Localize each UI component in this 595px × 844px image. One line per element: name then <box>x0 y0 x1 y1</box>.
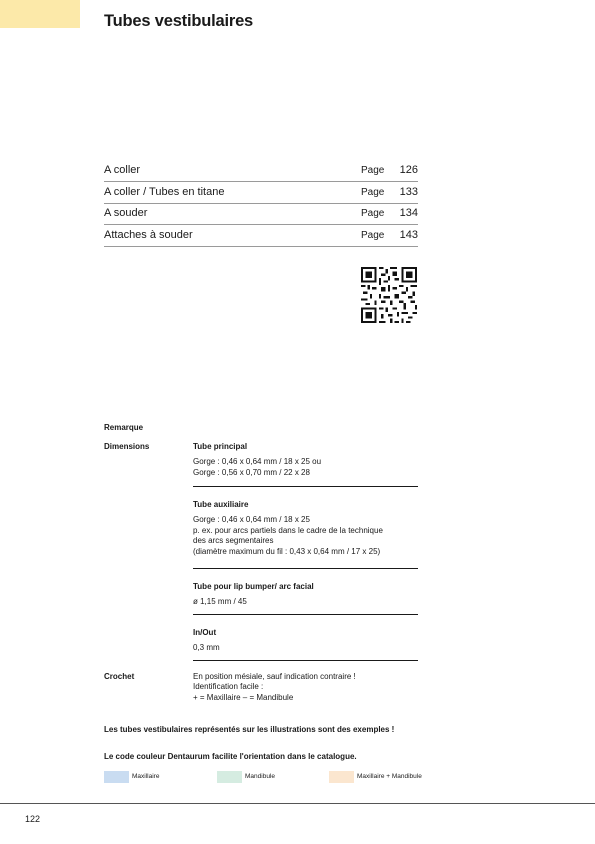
toc-label: A coller / Tubes en titane <box>104 185 225 198</box>
tube-principal-title: Tube principal <box>193 442 248 451</box>
in-out-title: In/Out <box>193 628 217 637</box>
color-code-note: Le code couleur Dentaurum facilite l'orientation dans le catalogue. <box>104 752 357 761</box>
toc-row[interactable] <box>104 204 418 225</box>
divider <box>193 568 418 569</box>
footer-rule <box>0 803 595 804</box>
toc-row[interactable] <box>104 183 418 204</box>
spec-line: Gorge : 0,46 x 0,64 mm / 18 x 25 ou <box>193 457 322 467</box>
tube-auxiliaire-title: Tube auxiliaire <box>193 500 249 509</box>
crochet-label: Crochet <box>104 672 135 681</box>
spec-line: Gorge : 0,46 x 0,64 mm / 18 x 25 <box>193 515 310 525</box>
spec-line: 0,3 mm <box>193 643 220 653</box>
legend-swatch <box>104 771 129 783</box>
toc-page-number: 126 <box>399 164 418 176</box>
divider <box>193 660 418 661</box>
toc-label: A coller <box>104 164 141 176</box>
toc-page-word: Page <box>361 165 385 176</box>
toc-page-word: Page <box>361 229 385 241</box>
dimensions-label: Dimensions <box>104 442 150 451</box>
qr-code-icon[interactable] <box>361 267 417 323</box>
toc-page-number: 143 <box>399 228 418 241</box>
spec-line: En position mésiale, sauf indication contraire ! <box>193 672 356 681</box>
tube-lip-bumper-title: Tube pour lip bumper/ arc facial <box>193 582 314 591</box>
toc-label: Attaches à souder <box>104 228 193 241</box>
spec-line: Gorge : 0,56 x 0,70 mm / 22 x 28 <box>193 467 310 477</box>
toc-page-number: 134 <box>399 207 418 220</box>
tube-lip-bumper-block <box>193 582 418 608</box>
remark-heading: Remarque <box>104 423 144 432</box>
chapter-tab-marker <box>0 0 80 28</box>
legend-label: Mandibule <box>245 773 275 780</box>
examples-note: Les tubes vestibulaires représentés sur les illustrations sont des exemples ! <box>104 725 395 734</box>
page-number: 122 <box>25 814 41 824</box>
spec-line: ø 1,15 mm / 45 <box>193 597 247 607</box>
spec-line: des arcs segmentaires <box>193 536 274 546</box>
legend-label: Maxillaire <box>132 773 160 780</box>
table-of-contents <box>104 161 418 247</box>
toc-page-word: Page <box>361 208 385 220</box>
toc-row[interactable] <box>104 161 418 182</box>
spec-line: Identification facile : <box>193 682 264 692</box>
page-title: Tubes vestibulaires <box>104 12 254 30</box>
divider <box>193 614 418 615</box>
spec-line: + = Maxillaire – = Mandibule <box>193 692 294 702</box>
divider <box>193 486 418 487</box>
toc-label: A souder <box>104 207 148 220</box>
tube-auxiliaire-block <box>193 500 418 557</box>
legend-swatch <box>329 771 354 783</box>
crochet-block <box>193 672 418 703</box>
spec-line: (diamètre maximum du fil : 0,43 x 0,64 mm / 17 x 25) <box>193 546 381 556</box>
legend-swatch <box>217 771 242 783</box>
in-out-block <box>193 628 418 654</box>
toc-page-word: Page <box>361 186 385 198</box>
tube-principal-block <box>193 442 418 478</box>
toc-row[interactable] <box>104 226 418 247</box>
toc-page-number: 133 <box>399 185 418 198</box>
spec-line: p. ex. pour arcs partiels dans le cadre de la technique <box>193 525 383 535</box>
legend-label: Maxillaire + Mandibule <box>357 773 422 780</box>
